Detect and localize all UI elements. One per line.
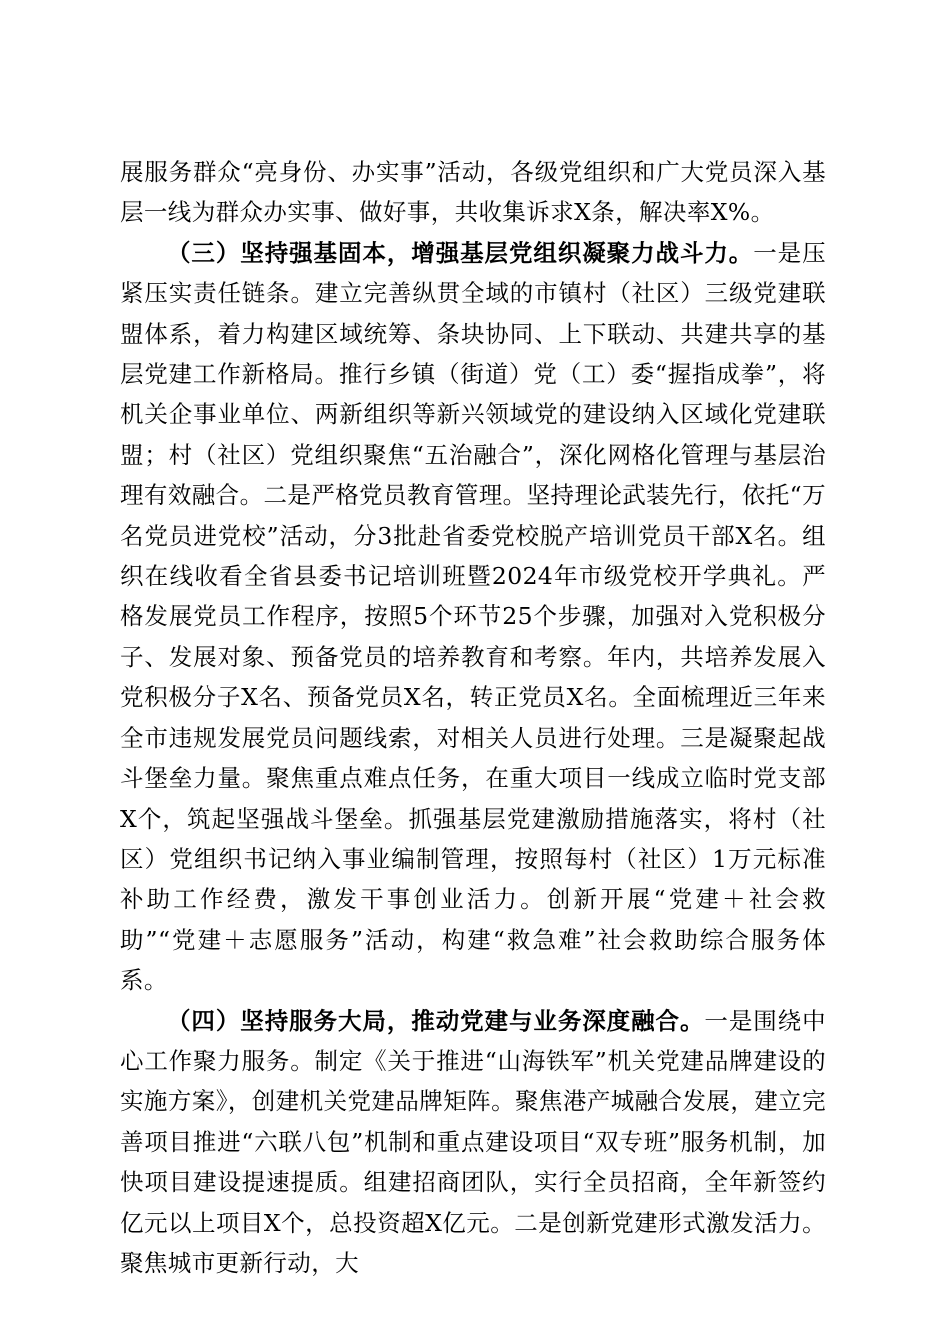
document-page <box>120 152 826 1283</box>
paragraph-body: 一是围绕中心工作聚力服务。制定《关于推进“山海铁军”机关党建品牌建设的实施方案》，创建机关党建品牌矩阵。聚焦港产城融合发展，建立完善项目推进“六联八包”机制和重点建设项目“双专班”服务机制，加快项目建设提速提质。组建招商团队，实行全员招商，全年新签约亿元以上项目X个，总投资超X亿元。二是创新党建形式激发活力。聚焦城市更新行动，大 <box>120 1006 826 1277</box>
paragraph-body: 展服务群众“亮身份、办实事”活动，各级党组织和广大党员深入基层一线为群众办实事、做好事，共收集诉求X条，解决率X%。 <box>120 158 826 227</box>
paragraph-section-four <box>120 1001 826 1284</box>
section-heading-three: （三）坚持强基固本，增强基层党组织凝聚力战斗力。 <box>167 238 754 267</box>
paragraph-body: 一是压紧压实责任链条。建立完善纵贯全域的市镇村（社区）三级党建联盟体系，着力构建区域统筹、条块协同、上下联动、共建共享的基层党建工作新格局。推行乡镇（街道）党（工）委“握指成拳”，将机关企事业单位、两新组织等新兴领域党的建设纳入区域化党建联盟；村（社区）党组织聚焦“五治融合”，深化网格化管理与基层治理有效融合。二是严格党员教育管理。坚持理论武装先行，依托“万名党员进党校”活动，分3批赴省委党校脱产培训党员干部X名。组织在线收看全省县委书记培训班暨2024年市级党校开学典礼。严格发展党员工作程序，按照5个环节25个步骤，加强对入党积极分子、发展对象、预备党员的培养教育和考察。年内，共培养发展入党积极分子X名、预备党员X名，转正党员X名。全面梳理近三年来全市违规发展党员问题线索，对相关人员进行处理。三是凝聚起战斗堡垒力量。聚焦重点难点任务，在重大项目一线成立临时党支部X个，筑起坚强战斗堡垒。抓强基层党建激励措施落实，将村（社区）党组织书记纳入事业编制管理，按照每村（社区）1万元标准补助工作经费，激发干事创业活力。创新开展“党建＋社会救助”“党建＋志愿服务”活动，构建“救急难”社会救助综合服务体系。 <box>120 238 826 995</box>
paragraph-continuation <box>120 152 826 233</box>
section-heading-four: （四）坚持服务大局，推动党建与业务深度融合。 <box>167 1006 705 1035</box>
paragraph-section-three <box>120 233 826 1001</box>
